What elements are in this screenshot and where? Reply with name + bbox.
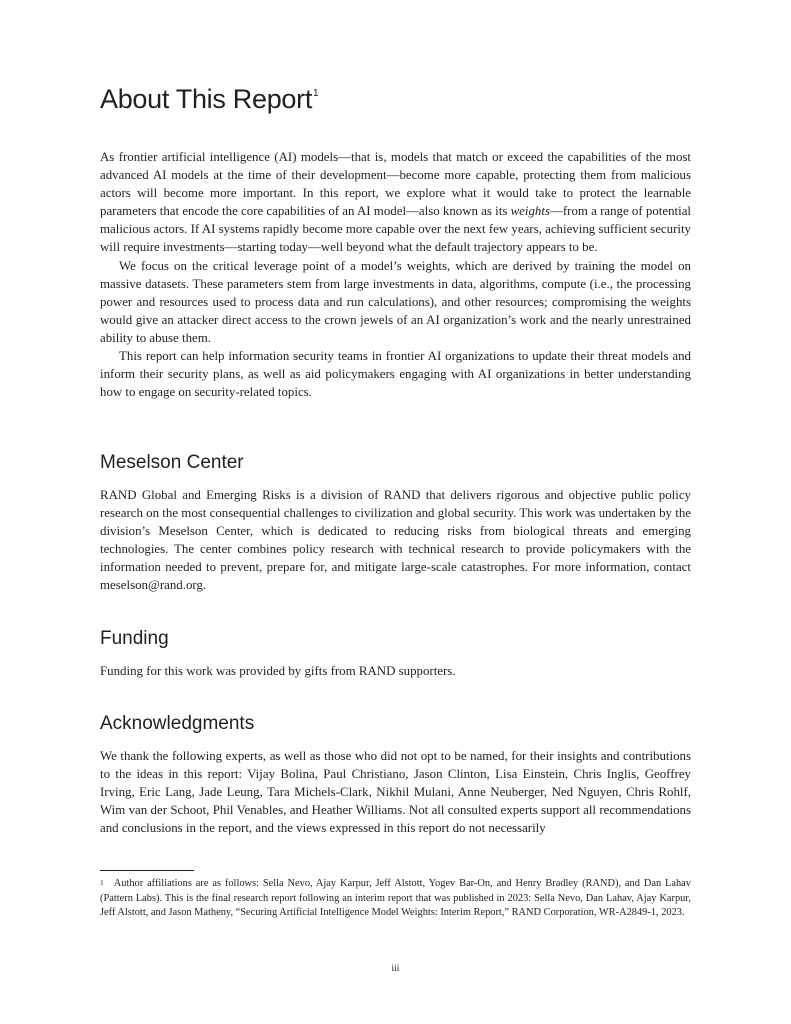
about-report-title-text: About This Report (100, 84, 313, 114)
acknowledgments-body (100, 747, 691, 837)
about-report-body (100, 148, 691, 401)
footnote-divider (100, 870, 194, 871)
weights-emphasis: weights (510, 204, 550, 219)
about-report-title (100, 84, 317, 115)
meselson-center-heading: Meselson Center (100, 452, 244, 473)
meselson-center-body (100, 486, 691, 595)
acknowledgments-paragraph: We thank the following experts, as well as those who did not opt to be named, for their insights and contributions to the ideas in this report: Vijay Bolina, Paul Christiano, Jason Clinton, Lisa Einstein, Chris Inglis, Geoffrey Irving, Eric Lang, Jade Leung, Tara Michels-Clark, Nikhil Mulani, Anne Neuberger, Ned Nguyen, Chris Rohlf, Wim van der Schoot, Phil Venables, and Heather Williams. Not all consulted experts support all recommendations and conclusions in the report, and the views expressed in this report do not necessarily (100, 749, 691, 836)
footnote-reference[interactable]: 1 (313, 88, 319, 99)
footnote-mark: 1 (100, 878, 104, 887)
funding-body (100, 662, 691, 680)
about-paragraph-1: As frontier artificial intelligence (AI) models—that is, models that match or exceed the capabilities of the most advanced AI models at the time of their development—become more capable, protecting them from malicious actors will become more important. In this report, we explore what it would take to protect the learnable parameters that encode the core capabilities of an AI model—also known as its weights—from a range of potential malicious actors. If AI systems rapidly become more capable over the next few years, achieving sufficient security will require investments—starting today—well beyond what the default trajectory appears to be. (100, 150, 691, 255)
about-paragraph-3: This report can help information security teams in frontier AI organizations to update their threat models and inform their security plans, as well as aid policymakers engaging with AI organizations in better understanding how to engage on security-related topics. (100, 349, 691, 400)
meselson-paragraph: RAND Global and Emerging Risks is a division of RAND that delivers rigorous and objective public policy research on the most consequential challenges to civilization and global security. This work was undertaken by the division’s Meselson Center, which is dedicated to reducing risks from biological threats and emerging technologies. The center combines policy research with technical research to provide policymakers with the information needed to prevent, prepare for, and mitigate large-scale catastrophes. For more information, contact meselson@rand.org. (100, 488, 691, 593)
about-paragraph-2: We focus on the critical leverage point of a model’s weights, which are derived by training the model on massive datasets. These parameters stem from large investments in data, algorithms, compute (i.e., the processing power and resources used to process data and run calculations), and other resources; compromising the weights would give an attacker direct access to the crown jewels of an AI organization’s work and the nearly unrestrained ability to abuse them. (100, 258, 691, 345)
footnote (100, 877, 691, 921)
page-number: iii (391, 964, 400, 974)
acknowledgments-heading: Acknowledgments (100, 713, 255, 734)
funding-heading: Funding (100, 628, 169, 649)
funding-paragraph: Funding for this work was provided by gifts from RAND supporters. (100, 664, 456, 678)
footnote-text: Author affiliations are as follows: Sella Nevo, Ajay Karpur, Jeff Alstott, Yogev Bar-On, and Henry Bradley (RAND), and Dan Lahav (Pattern Labs). This is the final research report following an interim report that was published in 2023: Sella Nevo, Dan Lahav, Ajay Karpur, Jeff Alstott, and Jason Matheny, “Securing Artificial Intelligence Model Weights: Interim Report,” RAND Corporation, WR-A2849-1, 2023. (100, 878, 691, 918)
